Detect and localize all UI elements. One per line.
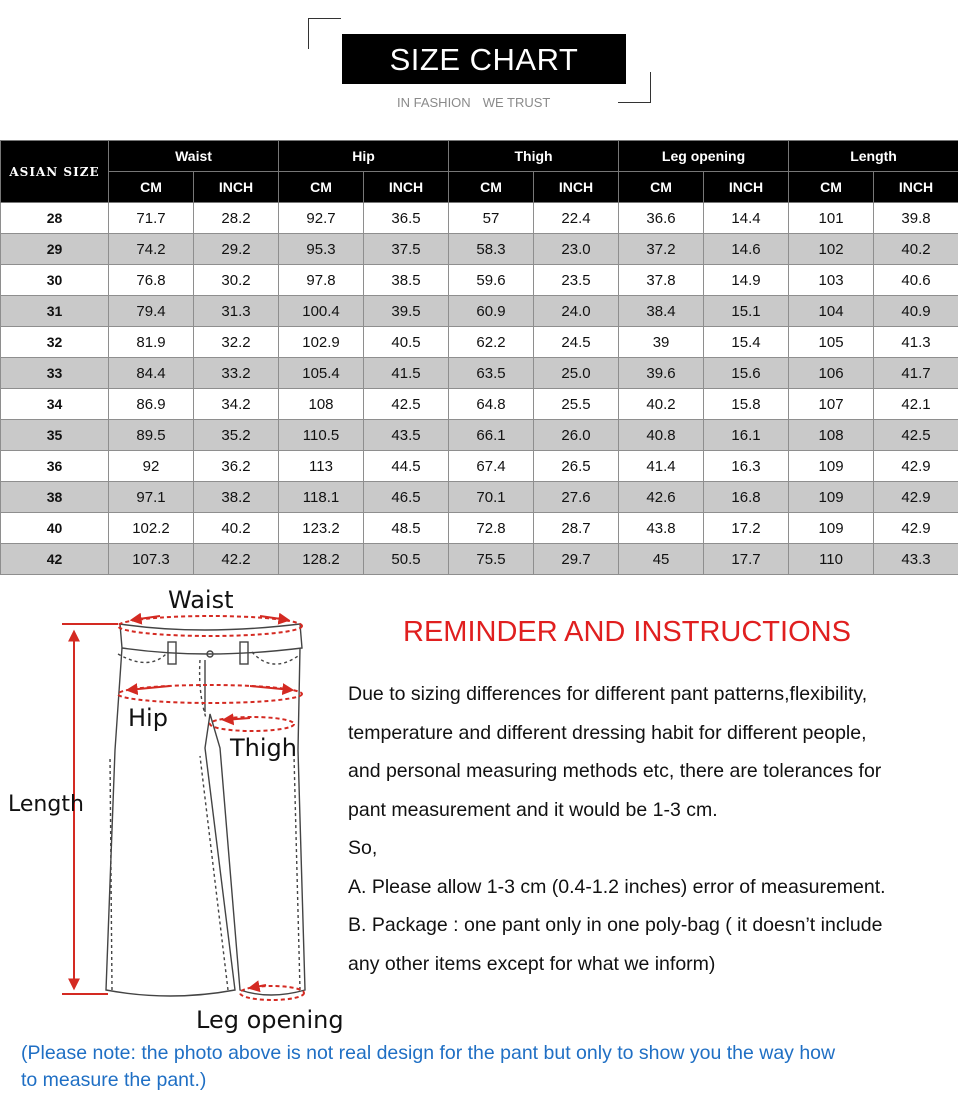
table-cell: 110 xyxy=(789,544,874,575)
table-row xyxy=(1,358,958,389)
table-cell: 29.7 xyxy=(534,544,619,575)
table-cell: 34.2 xyxy=(194,389,279,420)
table-cell: 107 xyxy=(789,389,874,420)
table-cell: 110.5 xyxy=(279,420,364,451)
table-cell: 40.2 xyxy=(194,513,279,544)
table-row xyxy=(1,482,958,513)
table-cell: 39 xyxy=(619,327,704,358)
table-cell: 26.5 xyxy=(534,451,619,482)
table-cell: 26.0 xyxy=(534,420,619,451)
table-cell: 43.3 xyxy=(874,544,958,575)
table-cell: 72.8 xyxy=(449,513,534,544)
table-cell: 104 xyxy=(789,296,874,327)
table-cell: 38.4 xyxy=(619,296,704,327)
table-cell: 40.9 xyxy=(874,296,958,327)
table-cell: 39.8 xyxy=(874,203,958,234)
table-cell: 23.5 xyxy=(534,265,619,296)
instructions xyxy=(348,679,958,987)
table-cell: 58.3 xyxy=(449,234,534,265)
table-cell: 67.4 xyxy=(449,451,534,482)
table-cell: 84.4 xyxy=(109,358,194,389)
table-cell: 27.6 xyxy=(534,482,619,513)
table-cell: 40.6 xyxy=(874,265,958,296)
unit-header: INCH xyxy=(704,172,789,203)
size-cell: 36 xyxy=(1,451,109,482)
table-cell: 38.2 xyxy=(194,482,279,513)
table-cell: 102.9 xyxy=(279,327,364,358)
table-cell: 75.5 xyxy=(449,544,534,575)
unit-header: CM xyxy=(789,172,874,203)
table-cell: 109 xyxy=(789,451,874,482)
size-cell: 30 xyxy=(1,265,109,296)
subtitle xyxy=(397,95,550,110)
size-cell: 29 xyxy=(1,234,109,265)
table-cell: 66.1 xyxy=(449,420,534,451)
size-cell: 34 xyxy=(1,389,109,420)
unit-header: CM xyxy=(279,172,364,203)
table-cell: 38.5 xyxy=(364,265,449,296)
table-row xyxy=(1,327,958,358)
unit-header: INCH xyxy=(874,172,958,203)
table-cell: 39.5 xyxy=(364,296,449,327)
table-cell: 74.2 xyxy=(109,234,194,265)
table-cell: 14.4 xyxy=(704,203,789,234)
label-thigh: Thigh xyxy=(230,734,297,762)
table-cell: 57 xyxy=(449,203,534,234)
table-cell: 70.1 xyxy=(449,482,534,513)
footnote xyxy=(21,1040,951,1094)
instruction-line: pant measurement and it would be 1-3 cm. xyxy=(348,798,718,821)
table-cell: 43.8 xyxy=(619,513,704,544)
table-cell: 37.2 xyxy=(619,234,704,265)
table-cell: 81.9 xyxy=(109,327,194,358)
table-cell: 97.1 xyxy=(109,482,194,513)
corner-bracket-top-left xyxy=(308,18,341,49)
table-cell: 16.1 xyxy=(704,420,789,451)
footnote-line-1: (Please note: the photo above is not real design for the pant but only to show you the way how xyxy=(21,1042,836,1064)
table-row xyxy=(1,513,958,544)
table-cell: 37.8 xyxy=(619,265,704,296)
table-cell: 17.7 xyxy=(704,544,789,575)
unit-header: CM xyxy=(449,172,534,203)
unit-header: INCH xyxy=(364,172,449,203)
table-cell: 113 xyxy=(279,451,364,482)
table-cell: 35.2 xyxy=(194,420,279,451)
table-cell: 40.8 xyxy=(619,420,704,451)
table-cell: 48.5 xyxy=(364,513,449,544)
table-cell: 97.8 xyxy=(279,265,364,296)
table-cell: 108 xyxy=(279,389,364,420)
label-waist: Waist xyxy=(168,586,234,614)
instruction-line: and personal measuring methods etc, there are tolerances for xyxy=(348,760,882,782)
table-cell: 42.9 xyxy=(874,451,958,482)
instruction-line: Due to sizing differences for different pant patterns,flexibility, xyxy=(348,683,868,705)
table-cell: 15.1 xyxy=(704,296,789,327)
table-cell: 14.9 xyxy=(704,265,789,296)
table-cell: 16.8 xyxy=(704,482,789,513)
table-cell: 16.3 xyxy=(704,451,789,482)
table-cell: 108 xyxy=(789,420,874,451)
table-cell: 41.7 xyxy=(874,358,958,389)
size-cell: 40 xyxy=(1,513,109,544)
table-cell: 28.7 xyxy=(534,513,619,544)
table-cell: 14.6 xyxy=(704,234,789,265)
table-cell: 36.2 xyxy=(194,451,279,482)
table-cell: 25.0 xyxy=(534,358,619,389)
table-cell: 118.1 xyxy=(279,482,364,513)
subtitle-left: IN FASHION xyxy=(397,95,471,110)
table-cell: 41.4 xyxy=(619,451,704,482)
pants-measurement-diagram xyxy=(0,580,360,1040)
table-cell: 92 xyxy=(109,451,194,482)
table-cell: 42.5 xyxy=(874,420,958,451)
instruction-line: So, xyxy=(348,837,378,859)
table-cell: 42.6 xyxy=(619,482,704,513)
unit-header: INCH xyxy=(194,172,279,203)
table-cell: 79.4 xyxy=(109,296,194,327)
table-cell: 86.9 xyxy=(109,389,194,420)
group-header-length: Length xyxy=(789,141,958,172)
table-cell: 30.2 xyxy=(194,265,279,296)
group-header-leg-opening: Leg opening xyxy=(619,141,789,172)
table-cell: 62.2 xyxy=(449,327,534,358)
group-header-hip: Hip xyxy=(279,141,449,172)
table-cell: 42.5 xyxy=(364,389,449,420)
size-cell: 35 xyxy=(1,420,109,451)
table-cell: 31.3 xyxy=(194,296,279,327)
size-cell: 31 xyxy=(1,296,109,327)
table-cell: 15.8 xyxy=(704,389,789,420)
table-cell: 15.6 xyxy=(704,358,789,389)
table-cell: 40.2 xyxy=(619,389,704,420)
table-cell: 50.5 xyxy=(364,544,449,575)
label-length: Length xyxy=(8,792,84,817)
table-cell: 42.2 xyxy=(194,544,279,575)
footnote-line-2: to measure the pant.) xyxy=(21,1069,207,1091)
subtitle-right: WE TRUST xyxy=(482,95,551,110)
table-cell: 33.2 xyxy=(194,358,279,389)
table-row xyxy=(1,451,958,482)
table-cell: 76.8 xyxy=(109,265,194,296)
table-cell: 109 xyxy=(789,513,874,544)
table-cell: 59.6 xyxy=(449,265,534,296)
table-cell: 44.5 xyxy=(364,451,449,482)
corner-header: ASIAN SIZE xyxy=(1,141,109,203)
table-cell: 42.9 xyxy=(874,482,958,513)
table-row xyxy=(1,389,958,420)
label-leg-opening: Leg opening xyxy=(196,1006,344,1034)
unit-header: INCH xyxy=(534,172,619,203)
table-cell: 41.3 xyxy=(874,327,958,358)
table-row xyxy=(1,544,958,575)
size-cell: 33 xyxy=(1,358,109,389)
table-cell: 102.2 xyxy=(109,513,194,544)
table-cell: 39.6 xyxy=(619,358,704,389)
size-cell: 42 xyxy=(1,544,109,575)
table-cell: 105.4 xyxy=(279,358,364,389)
table-cell: 89.5 xyxy=(109,420,194,451)
table-cell: 28.2 xyxy=(194,203,279,234)
size-cell: 38 xyxy=(1,482,109,513)
table-cell: 32.2 xyxy=(194,327,279,358)
table-cell: 109 xyxy=(789,482,874,513)
table-cell: 36.5 xyxy=(364,203,449,234)
table-cell: 29.2 xyxy=(194,234,279,265)
instruction-line: A. Please allow 1-3 cm (0.4-1.2 inches) error of measurement. xyxy=(348,875,886,898)
instruction-line: any other items except for what we inform) xyxy=(348,952,716,975)
table-cell: 40.2 xyxy=(874,234,958,265)
table-cell: 101 xyxy=(789,203,874,234)
group-header-waist: Waist xyxy=(109,141,279,172)
table-cell: 46.5 xyxy=(364,482,449,513)
table-row xyxy=(1,234,958,265)
table-row xyxy=(1,203,958,234)
table-cell: 60.9 xyxy=(449,296,534,327)
size-chart-table xyxy=(0,140,958,575)
table-cell: 106 xyxy=(789,358,874,389)
table-cell: 42.1 xyxy=(874,389,958,420)
table-cell: 100.4 xyxy=(279,296,364,327)
table-cell: 71.7 xyxy=(109,203,194,234)
size-cell: 28 xyxy=(1,203,109,234)
reminder-title: REMINDER AND INSTRUCTIONS xyxy=(403,616,851,648)
table-cell: 15.4 xyxy=(704,327,789,358)
table-cell: 36.6 xyxy=(619,203,704,234)
table-cell: 63.5 xyxy=(449,358,534,389)
instruction-line: temperature and different dressing habit for different people, xyxy=(348,721,867,744)
table-row xyxy=(1,296,958,327)
table-cell: 92.7 xyxy=(279,203,364,234)
table-cell: 103 xyxy=(789,265,874,296)
table-cell: 42.9 xyxy=(874,513,958,544)
unit-header: CM xyxy=(619,172,704,203)
table-cell: 22.4 xyxy=(534,203,619,234)
size-cell: 32 xyxy=(1,327,109,358)
table-row xyxy=(1,265,958,296)
label-hip: Hip xyxy=(128,704,168,732)
table-cell: 123.2 xyxy=(279,513,364,544)
table-cell: 107.3 xyxy=(109,544,194,575)
table-cell: 41.5 xyxy=(364,358,449,389)
table-cell: 40.5 xyxy=(364,327,449,358)
table-cell: 64.8 xyxy=(449,389,534,420)
unit-header: CM xyxy=(109,172,194,203)
table-cell: 128.2 xyxy=(279,544,364,575)
table-cell: 43.5 xyxy=(364,420,449,451)
table-cell: 25.5 xyxy=(534,389,619,420)
table-cell: 45 xyxy=(619,544,704,575)
table-cell: 17.2 xyxy=(704,513,789,544)
table-cell: 37.5 xyxy=(364,234,449,265)
table-cell: 95.3 xyxy=(279,234,364,265)
table-cell: 24.5 xyxy=(534,327,619,358)
table-cell: 23.0 xyxy=(534,234,619,265)
group-header-thigh: Thigh xyxy=(449,141,619,172)
table-cell: 102 xyxy=(789,234,874,265)
page-title: SIZE CHART xyxy=(342,34,626,84)
table-cell: 105 xyxy=(789,327,874,358)
table-cell: 24.0 xyxy=(534,296,619,327)
instruction-line: B. Package : one pant only in one poly-bag ( it doesn’t include xyxy=(348,914,883,936)
table-row xyxy=(1,420,958,451)
